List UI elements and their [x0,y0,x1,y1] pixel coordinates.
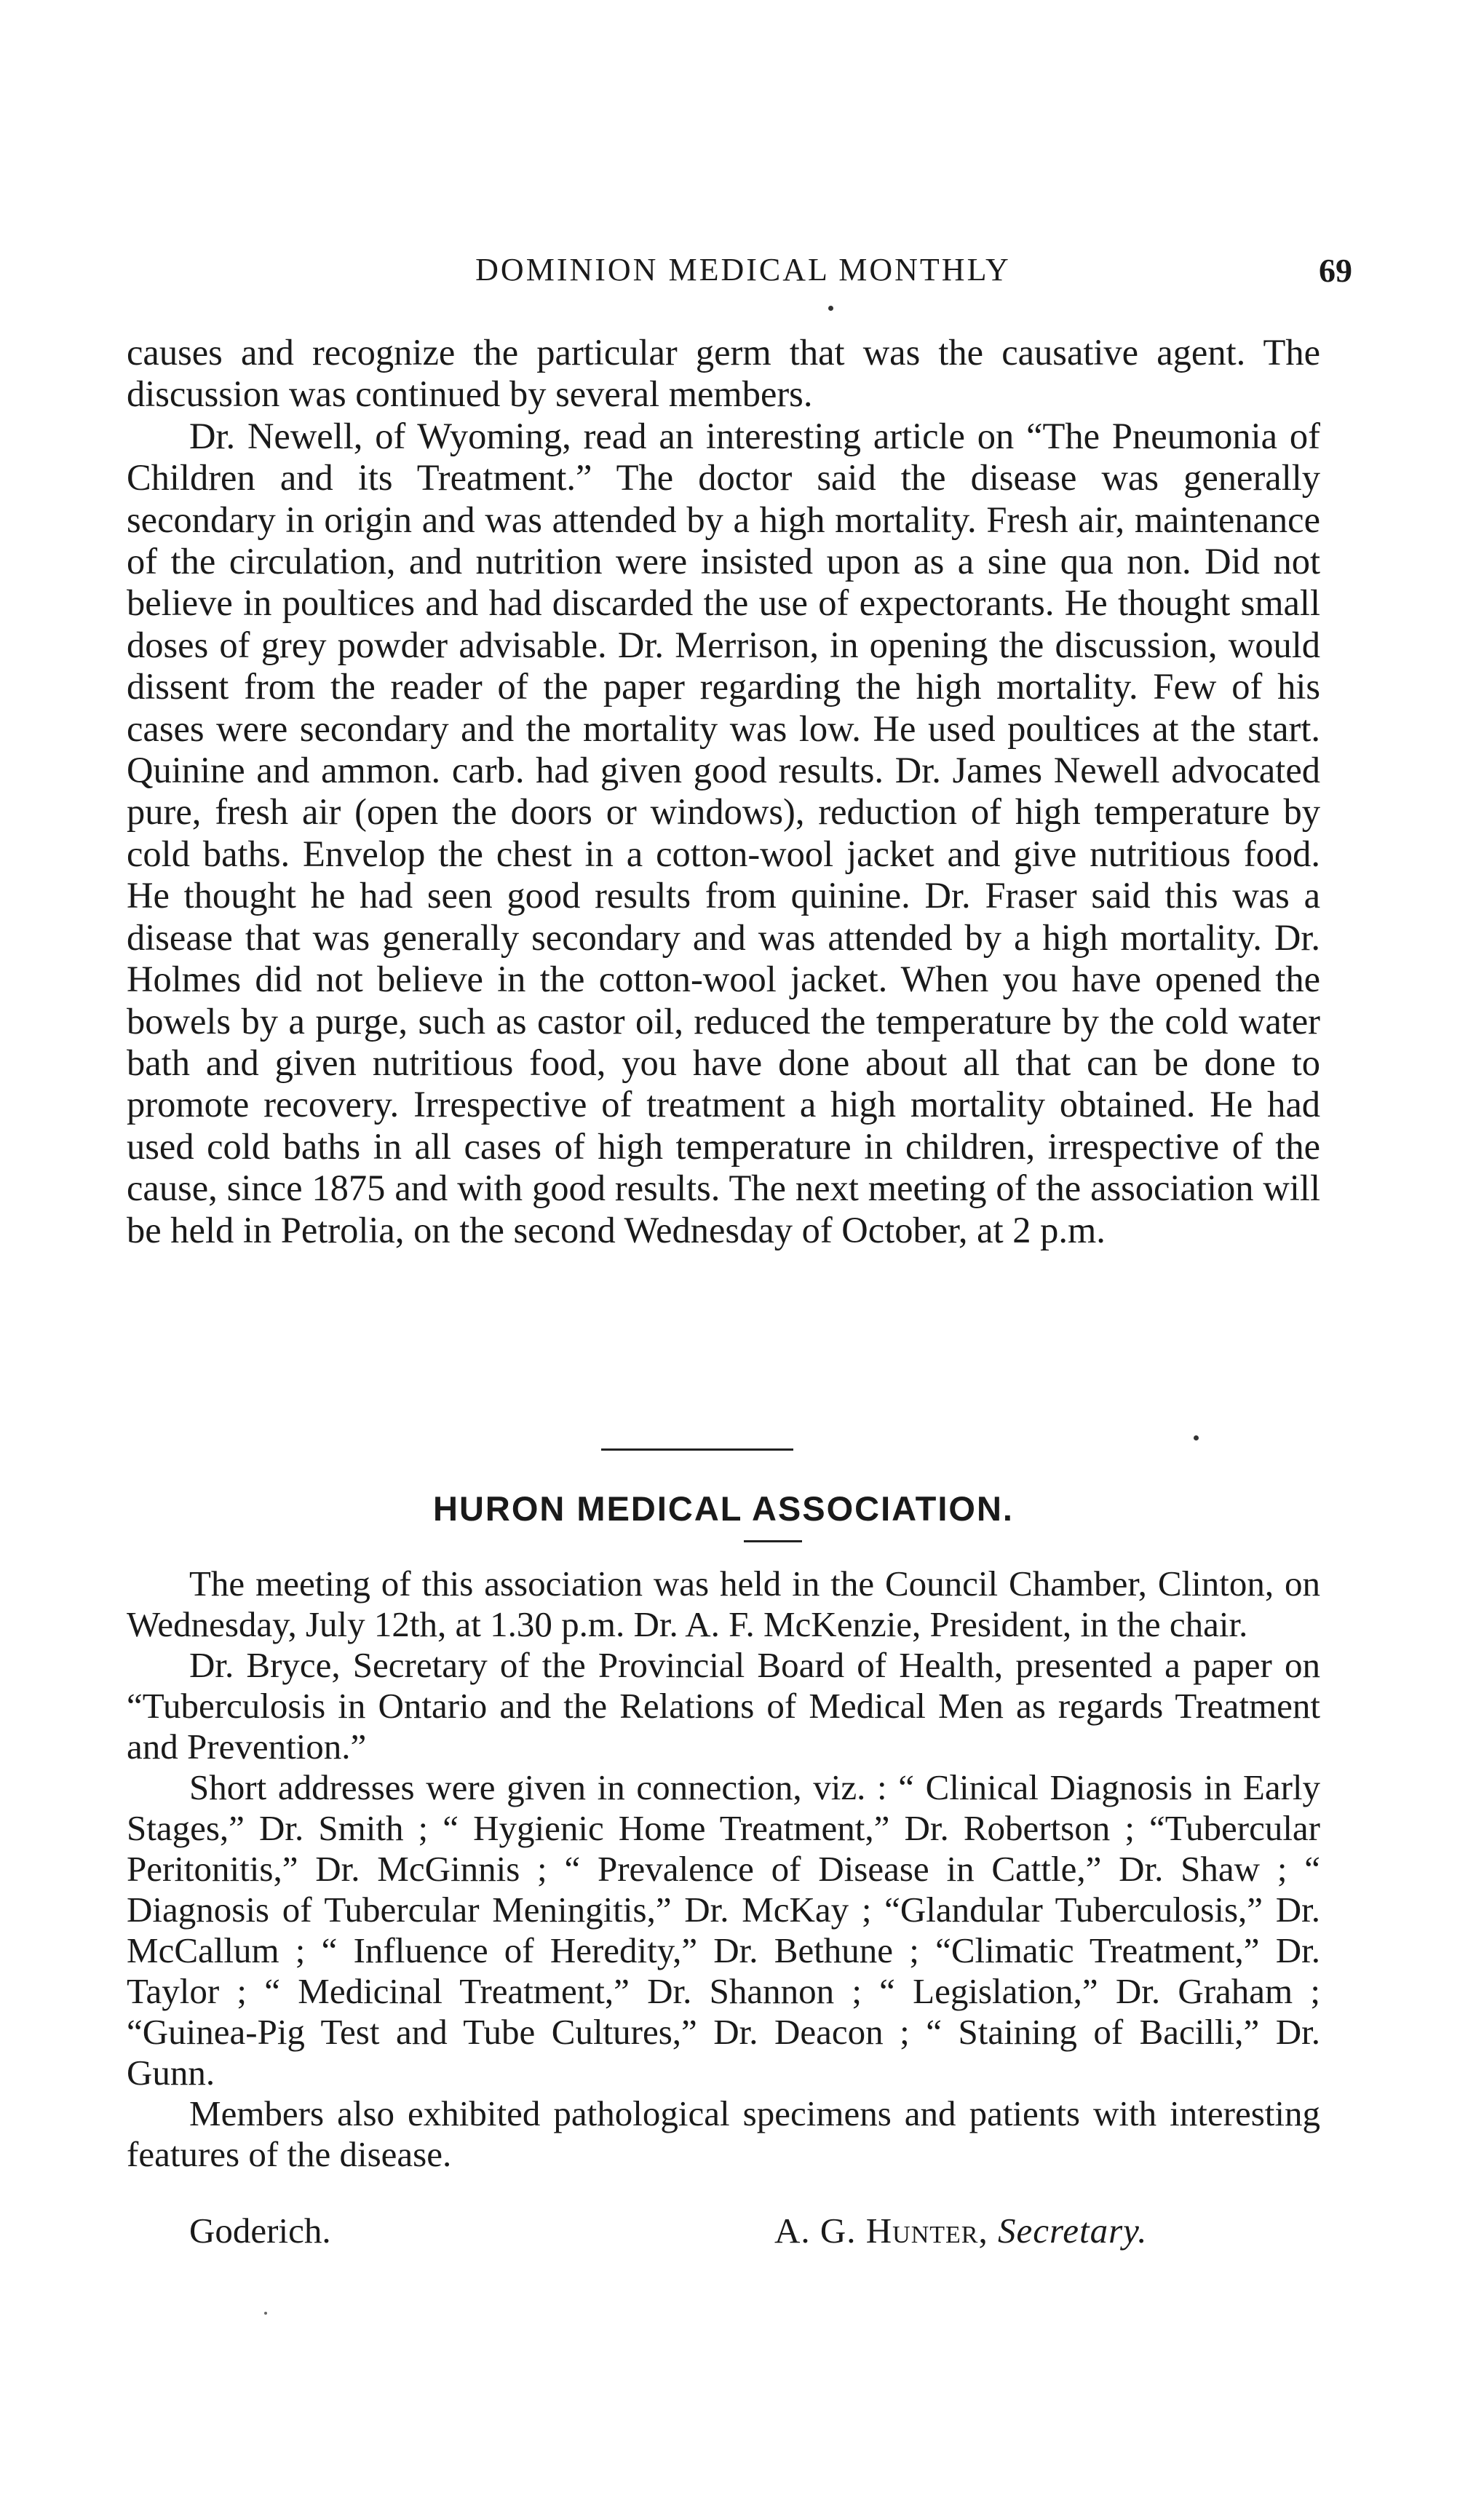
section-divider [601,1448,793,1451]
page-number: 69 [1319,252,1352,289]
previous-article-body [127,332,1320,1251]
print-speck [1194,1435,1199,1440]
paragraph: Members also exhibited pathological specimens and patients with interesting features of the disease. [127,2093,1320,2174]
paragraph: Short addresses were given in connection, viz. : “ Clinical Diagnosis in Early Stages,” Dr. Smith ; “ Hygienic Home Treatment,” Dr. Robertson ; “Tubercular Peritonitis,” Dr. McGinnis ; “ Prevalence of Disease in Cattle,” Dr. Shaw ; “ Diagnosis of Tubercular Meningitis,” Dr. McKay ; “Glandular Tuberculosis,” Dr. McCallum ; “ Influence of Heredity,” Dr. Bethune ; “Climatic Treatment,” Dr. Taylor ; “ Medicinal Treatment,” Dr. Shannon ; “ Legislation,” Dr. Graham ; “Guinea-Pig Test and Tube Cultures,” Dr. Deacon ; “ Staining of Bacilli,” Dr. Gunn. [127,1767,1320,2093]
signature-place: Goderich. [189,2211,331,2251]
heading-underline [744,1540,802,1542]
paragraph: The meeting of this association was held in the Council Chamber, Clinton, on Wednesday, July 12th, at 1.30 p.m. Dr. A. F. McKenzie, President, in the chair. [127,1563,1320,1644]
running-head [127,251,1360,295]
paragraph: Dr. Bryce, Secretary of the Provincial Board of Health, presented a paper on “Tuberculosis in Ontario and the Relations of Medical Men as regards Treatment and Prevention.” [127,1645,1320,1767]
paragraph: Dr. Newell, of Wyoming, read an interesting article on “The Pneumonia of Children and its Treatment.” The doctor said the disease was generally secondary in origin and was attended by a high mortality. Fresh air, maintenance of the circulation, and nutrition were insisted upon as a sine qua non. Did not believe in poultices and had discarded the use of expectorants. He thought small doses of grey powder advisable. Dr. Merrison, in opening the discussion, would dissent from the reader of the paper regarding the high mortality. Few of his cases were secondary and the mortality was low. He used poultices at the start. Quinine and ammon. carb. had given good results. Dr. James Newell advocated pure, fresh air (open the doors or windows), reduction of high temperature by cold baths. Envelop the chest in a cotton-wool jacket and give nutritious food. He thought he had seen good results from quinine. Dr. Fraser said this was a disease that was generally secondary and was attended by a high mortality. Dr. Holmes did not believe in the cotton-wool jacket. When you have opened the bowels by a purge, such as castor oil, reduced the temperature by the cold water bath and given nutritious food, you have done about all that can be done to promote recovery. Irrespective of treatment a high mortality obtained. He had used cold baths in all cases of high temperature in children, irrespective of the cause, since 1875 and with good results. The next meeting of the association will be held in Petrolia, on the second Wednesday of October, at 2 p.m. [127,415,1320,1250]
running-title: DOMINION MEDICAL MONTHLY [475,252,1011,288]
paragraph: causes and recognize the particular germ that was the causative agent. The discussion was continued by several members. [127,332,1320,415]
signature-block [774,2210,1147,2251]
huron-article-body [127,1563,1320,2175]
signature-role: Secretary. [997,2211,1148,2251]
print-speck [264,2312,267,2315]
print-speck [828,306,833,311]
signature-line [189,2210,1320,2254]
signature-name: A. G. Hunter, [774,2211,988,2251]
section-heading: HURON MEDICAL ASSOCIATION. [433,1489,1014,1528]
